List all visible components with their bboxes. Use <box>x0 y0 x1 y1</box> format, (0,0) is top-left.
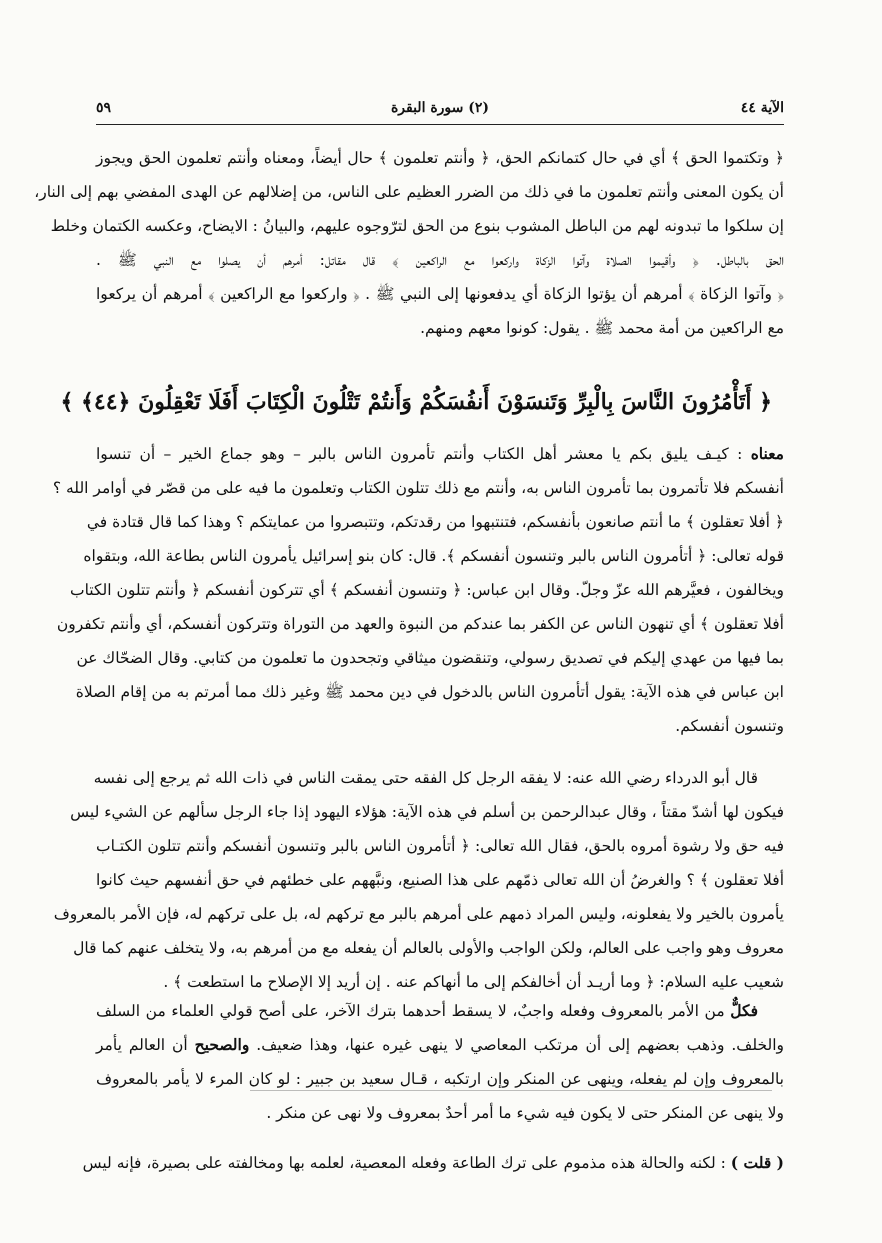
text-line: فيكون لها أشدّ مقتاً ، وقال عبدالرحمن بن أسلم في هذه الآية: هؤلاء اليهود إذا جاء الرجل سألهم عن الشيء ليس <box>70 803 784 821</box>
header-verse-label: الآية ٤٤ <box>740 100 784 116</box>
text-span: من الأمر بالمعروف وفعله واجبٌ، لا يسقط أحدهما بترك الآخر، على أصح قولي العلماء من السلف <box>96 1002 731 1020</box>
text-line: قال أبو الدرداء رضي الله عنه: لا يفقه الرجل كل الفقه حتى يمقت الناس في ذات الله ثم يرجع إلى نفسه <box>93 769 758 787</box>
header-divider <box>96 124 784 125</box>
text-line: ﴿ وآتوا الزكاة ﴾ أمرهم أن يؤتوا الزكاة أي يدفعونها إلى النبي ﷺ . ﴿ واركعوا مع الراكعين ﴾ أمرهم أن يركعوا <box>96 285 784 303</box>
quran-verse: ﴿ أَتَأْمُرُونَ النَّاسَ بِالْبِرِّ وَتَنسَوْنَ أَنفُسَكُمْ وَأَنتُمْ تَتْلُونَ الْكِتَابَ أَفَلَا تَعْقِلُونَ ﴿٤٤﴾ ﴾ <box>60 389 772 415</box>
text-line <box>82 1146 784 1180</box>
paragraph-1 <box>34 141 784 345</box>
text-line: قوله تعالى: ﴿ أتأمرون الناس بالبر وتنسون أنفسكم ﴾. قال: كان بنو إسرائيل يأمرون الناس بطاعة الله، وبتقواه <box>83 547 784 565</box>
text-line: أنفسكم فلا تأتمرون بما تأمرون الناس به، وأنتم مع ذلك تتلون الكتاب وتعلمون ما فيه على من قصّر في أوامر الله ؟ <box>52 479 784 497</box>
text-span: والخلف. وذهب بعضهم إلى أن مرتكب المعاصي لا ينهى غيره عنها، وهذا ضعيف. <box>249 1036 784 1054</box>
paragraph-lead-word: معناه <box>750 444 784 463</box>
text-line: يأمرون بالخير ولا يفعلونه، وليس المراد ذمهم على أمرهم بالبر مع تركهم له، بل على تركهم له، فإن الأمر بالمعروف <box>53 905 784 923</box>
text-line: أفلا تعقلون ﴾ أي تنهون الناس عن الكفر بما عندكم من النبوة والعهد من التوراة وتتركون أنفسكم، أي وأنتم تكفرون <box>56 615 784 633</box>
text-line: معروف وهو واجب على العالم، ولكن الواجب والأولى بالعالم أن يفعله مع من أمرهم به، ولا يتخلف عنهم كما قال <box>73 939 784 957</box>
page-header <box>96 94 784 124</box>
scan-underline-mark <box>250 1056 772 1091</box>
text-span: أن العالم يأمر <box>96 1036 195 1054</box>
text-span: : لكنه والحالة هذه مذموم على ترك الطاعة وفعله المعصية، لعلمه بها ومخالفته على بصيرة، فإنه ليس <box>82 1154 731 1172</box>
text-line: مع الراكعين من أمة محمد ﷺ . يقول: كونوا معهم ومنهم. <box>420 319 784 337</box>
text-line: ﴿ وتكتموا الحق ﴾ أي في حال كتمانكم الحق، ﴿ وأنتم تعلمون ﴾ حال أيضاً، ومعناه وأنتم تعلمون الحق ويجوز <box>96 149 784 167</box>
paragraph-lead-word: ( قلت ) <box>730 1153 784 1172</box>
text-line: أن يكون المعنى وأنتم تعلمون ما في ذلك من الضرر العظيم على الناس، من إضلالهم عن الهدى المفضي بهم إلى النار، <box>34 183 784 201</box>
text-line: إن سلكوا ما تبدونه لهم من الباطل المشوب بنوع من الحق لترّوجوه عليهم، والبيانُ : الايضاح، وعكسه الكتمان وخلط <box>50 217 784 235</box>
text-line <box>96 437 784 471</box>
text-line: ابن عباس في هذه الآية: يقول أتأمرون الناس بالدخول في دين محمد ﷺ وغير ذلك مما أمرتم به من إقام الصلاة <box>75 683 784 701</box>
paragraph-lead-word: فكلٌّ <box>730 1001 758 1020</box>
text-span: : كيـف يليق بكم يا معشر أهل الكتاب وأنتم تأمرون الناس بالبر – وهو جماع الخير – أن تنسوا <box>96 445 751 463</box>
paragraph-2 <box>52 437 784 743</box>
text-line <box>96 994 784 1028</box>
paragraph-5 <box>82 1146 784 1180</box>
text-line: ولا ينهى عن المنكر حتى لا يكون فيه شيء ما أمر أحدٌ بمعروف ولا نهى عن منكر . <box>266 1104 784 1122</box>
paragraph-3 <box>53 761 784 999</box>
header-page-number: ٥٩ <box>96 100 112 116</box>
text-line: شعيب عليه السلام: ﴿ وما أريـد أن أخالفكم إلى ما أنهاكم عنه . إن أريد إلا الإصلاح ما استطعت ﴾ . <box>163 973 784 991</box>
text-line: ﴿ أفلا تعقلون ﴾ ما أنتم صانعون بأنفسكم، فتنتبهوا من رقدتكم، وتتبصروا من عمايتكم ؟ وهذا كما قال قتادة في <box>86 513 784 531</box>
header-surah-title: (٢) سورة البقرة <box>390 100 490 116</box>
text-line: فيه حق ولا رشوة أمروه بالحق، فقال الله تعالى: ﴿ أتأمرون الناس بالبر وتنسون أنفسكم وأنتم تتلون الكتـاب <box>96 837 784 855</box>
text-line: أفلا تعقلون ﴾ ؟ والغرضُ أن الله تعالى ذمّهم على هذا الصنيع، ونبَّههم على خطئهم في حق أنفسهم حيث كانوا <box>96 871 784 889</box>
emphasis-word: والصحيح <box>194 1035 250 1054</box>
text-line: ويخالفون ، فعيَّرهم الله عزّ وجلّ. وقال ابن عباس: ﴿ وتنسون أنفسكم ﴾ أي تتركون أنفسكم ﴿ وأنتم تتلون الكتاب <box>69 581 784 599</box>
text-line: الحق بالباطل. ﴿ وأقيموا الصلاة وآتوا الزكاة واركعوا مع الراكعين ﴾ قال مقاتل: أمرهم أن يصلوا مع النبي ﷺ . <box>96 251 784 269</box>
text-line: بالمعروف وإن لم يفعله، وينهى عن المنكر وإن ارتكبه ، قـال سعيد بن جبير : لو كان المرء لا يأمر بالمعروف <box>96 1070 784 1088</box>
text-line: بما فيها من عهدي إليكم في تصديق رسولي، وتنقضون ميثاقي وتجحدون ما تعلمون من كتابي. وقال الضحّاك عن <box>76 649 784 667</box>
text-line: وتنسون أنفسكم. <box>675 717 784 735</box>
